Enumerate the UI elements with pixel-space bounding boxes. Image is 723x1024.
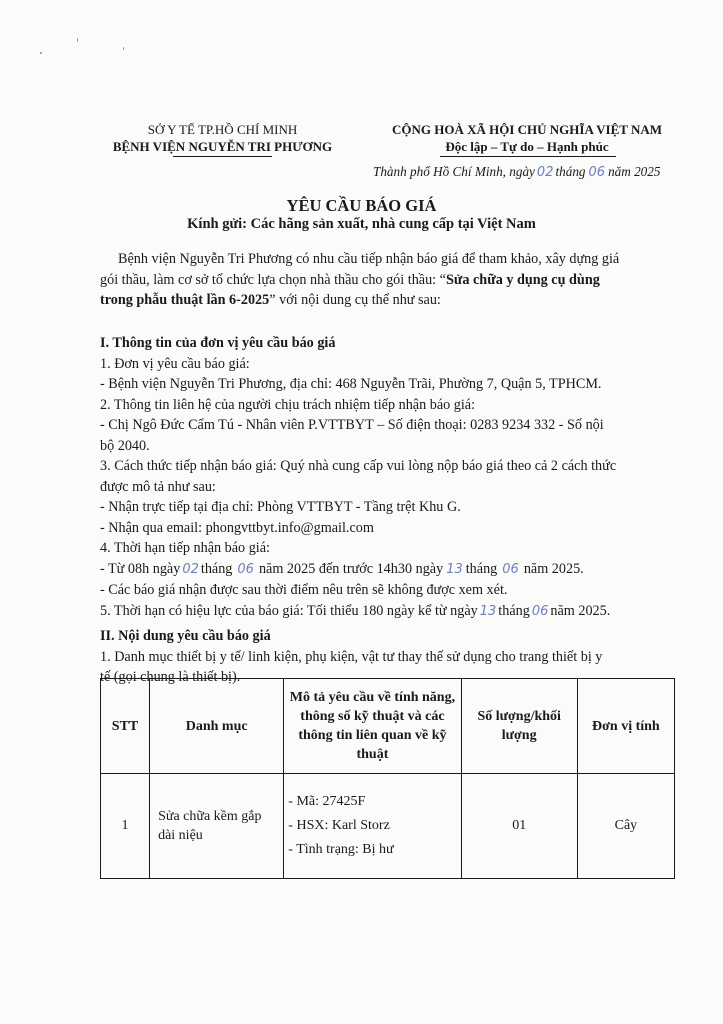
section-1-line-2: - Bệnh viện Nguyễn Tri Phương, địa chỉ: 468 Nguyễn Trãi, Phường 7, Quận 5, TPHCM. (100, 376, 602, 392)
receive-period-end-text: năm 2025. (523, 560, 584, 577)
section-1-line-6: 3. Cách thức tiếp nhận báo giá: Quý nhà cung cấp vui lòng nộp báo giá theo cả 2 cách thức (100, 458, 617, 474)
start-day-handwritten: 02 (182, 561, 199, 577)
intro-paragraph (100, 249, 680, 311)
cell-specification (284, 774, 461, 879)
section-1-line-1: 1. Đơn vị yêu cầu báo giá: (100, 355, 250, 372)
section-1 (100, 333, 690, 622)
end-month-handwritten: 06 (502, 561, 519, 577)
validity-text: 5. Thời hạn có hiệu lực của báo giá: Tối thiểu 180 ngày kể từ ngày (100, 602, 478, 619)
receive-period-middle-text: năm 2025 đến trước 14h30 ngày (258, 560, 444, 577)
validity-year-text: năm 2025. (550, 602, 611, 619)
cell-quantity: 01 (461, 774, 577, 879)
header-left (90, 121, 355, 155)
document-title: YÊU CẦU BÁO GIÁ (286, 196, 437, 215)
header-specification: Mô tả yêu cầu về tính năng, thông số kỹ thuật và các thông tin liên quan về kỹ thuật (284, 679, 461, 774)
cell-item-name: Sửa chữa kềm gắp dài niệu (150, 774, 284, 879)
intro-line-3 (100, 290, 680, 311)
cell-unit: Cây (577, 774, 674, 879)
scan-speck (40, 52, 42, 54)
hospital-name: BỆNH VIỆN NGUYỄN TRI PHƯƠNG (112, 139, 333, 154)
intro-line-3-text: ” với nội dung cụ thể như sau: (269, 292, 441, 308)
table-row (101, 774, 675, 879)
receive-period-start-text: - Từ 08h ngày (100, 560, 181, 577)
header-item-name: Danh mục (150, 679, 284, 774)
header-quantity: Số lượng/khối lượng (461, 679, 577, 774)
section-2-line-2: tế (gọi chung là thiết bị). (100, 669, 241, 685)
table-header-row (101, 679, 675, 774)
spec-line: - Mã: 27425F (288, 794, 366, 809)
date-month-label: tháng (555, 164, 586, 179)
scan-speck (77, 38, 78, 42)
section-1-line-3: 2. Thông tin liên hệ của người chịu trách nhiệm tiếp nhận báo giá: (100, 396, 476, 413)
section-1-line-4: - Chị Ngô Đức Cẩm Tú - Nhân viên P.VTTBYT – Số điện thoại: 0283 9234 332 - Số nội (100, 417, 604, 433)
date-month-handwritten: 06 (588, 165, 606, 180)
national-motto: Độc lập – Tự do – Hạnh phúc (445, 139, 609, 154)
quotation-items-table (100, 678, 675, 879)
validity-month-handwritten: 06 (531, 603, 549, 619)
recipient-line: Kính gửi: Các hãng sản xuất, nhà cung cấp tại Việt Nam (187, 216, 536, 232)
package-name-part-1: Sửa chữa y dụng cụ dùng (445, 271, 600, 288)
header-right (372, 121, 682, 155)
section-1-line-10: 4. Thời hạn tiếp nhận báo giá: (100, 540, 270, 556)
section-1-line-12: - Các báo giá nhận được sau thời điểm nêu trên sẽ không được xem xét. (100, 582, 508, 598)
section-1-line-8: - Nhận trực tiếp tại địa chỉ: Phòng VTTBYT - Tầng trệt Khu G. (100, 499, 461, 515)
document-date (373, 164, 660, 180)
header-unit: Đơn vị tính (577, 679, 674, 774)
section-1-line-13 (100, 601, 690, 623)
spec-line: - HSX: Karl Storz (288, 818, 390, 833)
section-1-line-9: - Nhận qua email: phongvttbyt.info@gmail.com (100, 519, 374, 536)
section-2-heading: II. Nội dung yêu cầu báo giá (100, 628, 271, 644)
validity-day-handwritten: 13 (479, 603, 497, 619)
intro-line-1: Bệnh viện Nguyễn Tri Phương có nhu cầu tiếp nhận báo giá để tham khảo, xây dựng giá (118, 251, 620, 267)
motto-underline (440, 156, 616, 157)
section-1-line-11 (100, 559, 690, 581)
end-day-handwritten: 13 (446, 561, 463, 577)
department-name: SỞ Y TẾ TP.HỒ CHÍ MINH (147, 122, 298, 137)
month-label: tháng (200, 560, 233, 577)
section-1-heading: I. Thông tin của đơn vị yêu cầu báo giá (100, 335, 336, 351)
package-name-part-2: trong phẫu thuật lần 6-2025 (100, 292, 270, 308)
section-1-line-5: bộ 2040. (100, 437, 150, 454)
intro-line-2-text: gói thầu, làm cơ sở tổ chức lựa chọn nhà thầu cho gói thầu: “ (100, 271, 446, 288)
month-label: tháng (498, 602, 530, 619)
cell-stt: 1 (101, 774, 150, 879)
spec-line: - Tình trạng: Bị hư (288, 842, 394, 857)
month-label: tháng (465, 560, 498, 577)
date-day-handwritten: 02 (536, 165, 554, 180)
country-name: CỘNG HOÀ XÃ HỘI CHỦ NGHĨA VIỆT NAM (391, 122, 663, 137)
section-1-line-7: được mô tả như sau: (100, 478, 216, 495)
start-month-handwritten: 06 (237, 561, 254, 577)
scan-speck (123, 47, 124, 50)
date-year: năm 2025 (608, 164, 661, 179)
date-prefix: Thành phố Hồ Chí Minh, ngày (373, 164, 535, 179)
hospital-underline (173, 156, 272, 157)
section-2-line-1: 1. Danh mục thiết bị y tế/ linh kiện, phụ kiện, vật tư thay thế sử dụng cho trang thiết bị y (100, 648, 603, 665)
intro-line-2 (100, 270, 680, 291)
header-stt: STT (101, 679, 150, 774)
